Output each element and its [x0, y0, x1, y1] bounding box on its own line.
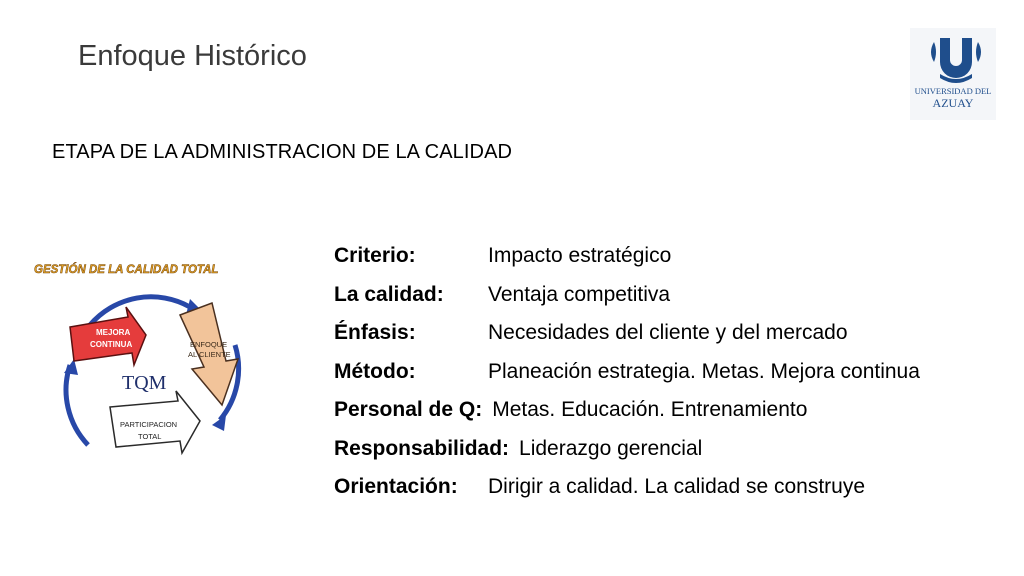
criteria-value: Impacto estratégico: [488, 244, 672, 267]
criteria-label: Énfasis:: [334, 321, 416, 344]
criteria-row-metodo: [334, 353, 1014, 392]
criteria-row-personal: [334, 391, 1014, 430]
criteria-label: Orientación:: [334, 475, 458, 498]
criteria-value: Planeación estrategia. Metas. Mejora continua: [488, 359, 920, 383]
criteria-label: Personal de Q:: [334, 398, 483, 421]
criteria-row-responsabilidad: [334, 430, 1014, 469]
university-logo: [910, 28, 996, 120]
criteria-value: Ventaja competitiva: [488, 282, 671, 306]
slide-title: Enfoque Histórico: [78, 40, 307, 72]
logo-name-line2: AZUAY: [932, 96, 974, 110]
criteria-row-calidad: [334, 276, 1014, 315]
criteria-value: Necesidades del cliente y del mercado: [488, 321, 848, 344]
criteria-row-enfasis: [334, 314, 1014, 353]
criteria-row-criterio: [334, 237, 1014, 276]
tqm-diagram: [30, 255, 270, 475]
participacion-label-2: TOTAL: [138, 432, 162, 441]
criteria-value: Liderazgo gerencial: [519, 436, 703, 460]
enfoque-label-2: AL CLIENTE: [188, 350, 231, 359]
arrow-enfoque-cliente: [180, 303, 238, 405]
logo-name-line1: UNIVERSIDAD DEL: [914, 86, 992, 96]
arrow-mejora-continua: [70, 307, 146, 365]
diagram-banner: GESTIÓN DE LA CALIDAD TOTAL: [34, 264, 219, 276]
criteria-label: Criterio:: [334, 244, 416, 267]
enfoque-label-1: ENFOQUE: [190, 340, 228, 349]
tqm-center-label: TQM: [122, 372, 167, 394]
section-subtitle: ETAPA DE LA ADMINISTRACION DE LA CALIDAD: [52, 141, 513, 163]
criteria-value: Dirigir a calidad. La calidad se construye: [488, 475, 866, 498]
criteria-label: Responsabilidad:: [334, 436, 510, 460]
criteria-row-orientacion: [334, 468, 1014, 507]
mejora-label-1: MEJORA: [96, 328, 131, 337]
participacion-label-1: PARTICIPACION: [120, 420, 178, 429]
arrow-participacion-total: [110, 391, 200, 453]
criteria-label: Método:: [334, 359, 416, 383]
mejora-label-2: CONTINUA: [90, 340, 133, 349]
criteria-list: [334, 237, 1014, 507]
criteria-value: Metas. Educación. Entrenamiento: [492, 398, 808, 421]
criteria-label: La calidad:: [334, 282, 444, 306]
